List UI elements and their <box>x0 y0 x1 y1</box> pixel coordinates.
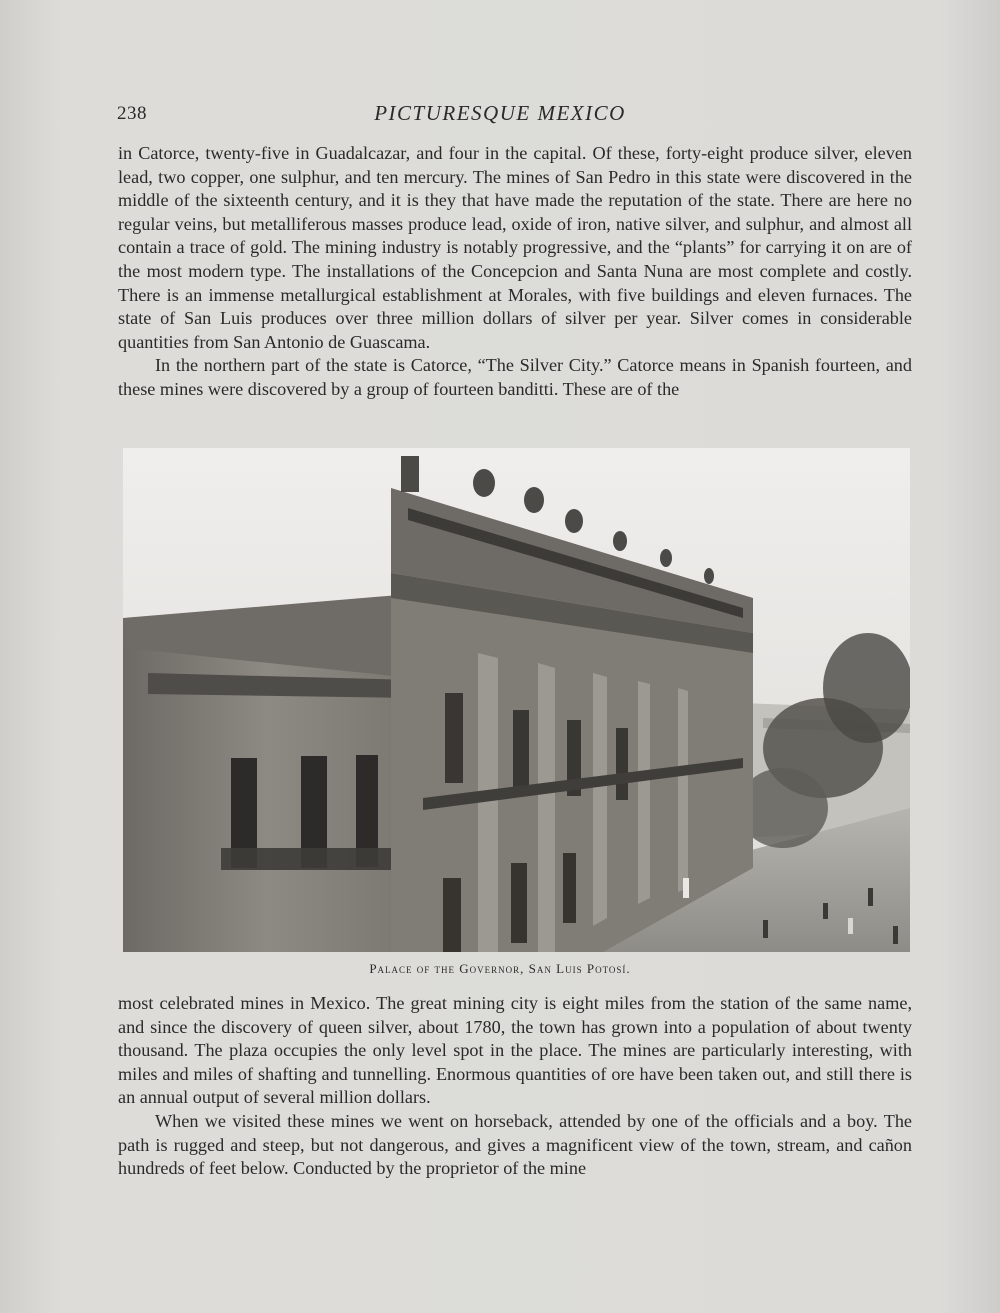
running-title: PICTURESQUE MEXICO <box>374 101 626 125</box>
body-text-bottom <box>118 992 912 1181</box>
page-number: 238 <box>117 103 147 124</box>
palace-photograph <box>123 448 910 952</box>
paragraph: most celebrated mines in Mexico. The great mining city is eight miles from the station of the same name, and since the discovery of queen silver, about 1780, the town has grown into a population of about twenty thousand. The plaza occupies the only level spot in the place. The mines are particularly interesting, with miles and miles of shafting and tunnelling. Enormous quantities of ore have been taken out, and still there is an annual output of several million dollars. <box>118 993 912 1108</box>
paragraph: in Catorce, twenty-five in Guadalcazar, and four in the capital. Of these, forty-eight produce silver, eleven lead, two copper, one sulphur, and ten mercury. The mines of San Pedro in this state were discovered in the middle of the sixteenth century, and it is they that have made the reputation of the state. There are here no regular veins, but metalliferous masses produce lead, oxide of iron, native silver, and sulphur, and almost all contain a trace of gold. The mining industry is notably progressive, and the “plants” for carrying it on are of the most modern type. The installations of the Concepcion and Santa Nuna are most complete and costly. There is an immense metallurgical establishment at Morales, with five buildings and eleven furnaces. The state of San Luis produces over three million dollars of silver per year. Silver comes in considerable quantities from San Antonio de Guascama. <box>118 143 912 352</box>
body-text-top <box>118 142 912 402</box>
figure-caption: Palace of the Governor, San Luis Potosí. <box>369 961 631 976</box>
paragraph: When we visited these mines we went on horseback, attended by one of the officials and a boy. The path is rugged and steep, but not dangerous, and gives a magnificent view of the town, stream, and cañon hundreds of feet below. Conducted by the proprietor of the mine <box>118 1110 912 1179</box>
paragraph: In the northern part of the state is Catorce, “The Silver City.” Catorce means in Spanish fourteen, and these mines were discovered by a group of fourteen banditti. These are of the <box>118 355 912 399</box>
